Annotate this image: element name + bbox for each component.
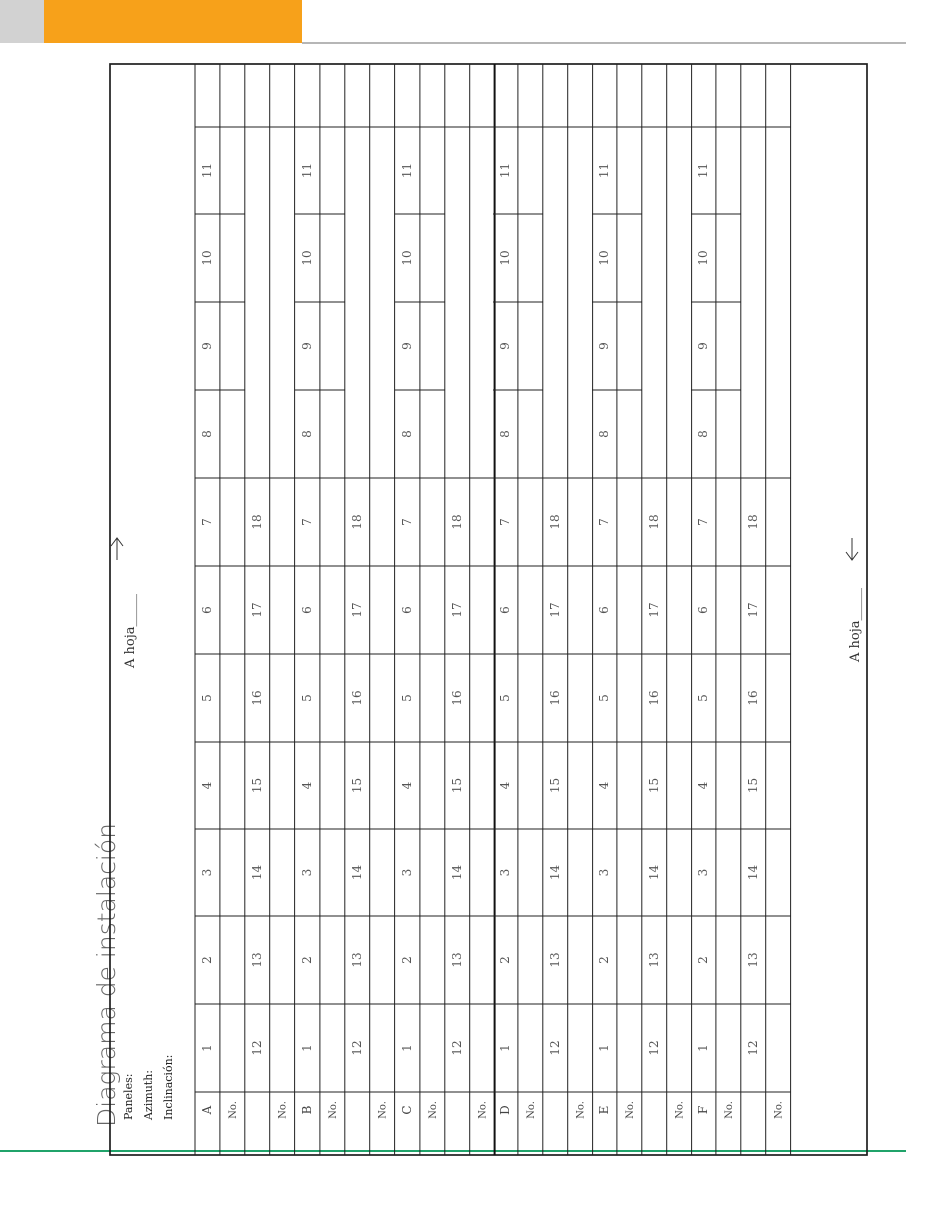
panel-number: 5 [498, 694, 512, 702]
azimuth-label: Azimuth: [142, 1070, 155, 1120]
up-arrow-icon [111, 538, 123, 560]
panel-number: 4 [498, 781, 512, 790]
panel-number: 14 [646, 864, 661, 881]
panel-number: 15 [249, 777, 264, 794]
panel-number: 12 [547, 1040, 562, 1056]
panel-number: 2 [498, 956, 512, 964]
no-label: No. [674, 1101, 686, 1119]
panel-number: 18 [349, 514, 364, 530]
panel-number: 12 [745, 1040, 760, 1056]
no-label: No. [575, 1101, 587, 1119]
panel-number: 7 [300, 518, 314, 526]
panel-number: 5 [200, 694, 214, 702]
panels-label: Paneles: [122, 1073, 135, 1120]
panel-number: 12 [349, 1040, 364, 1056]
panel-number: 2 [200, 956, 214, 964]
no-label: No. [525, 1101, 537, 1119]
panel-number: 17 [745, 602, 760, 618]
panel-number: 3 [200, 868, 214, 877]
panel-number: 3 [400, 868, 414, 877]
panel-number: 16 [349, 690, 364, 706]
panel-number: 10 [597, 250, 611, 266]
panel-number: 16 [646, 690, 661, 706]
panel-number: 1 [498, 1044, 512, 1052]
panel-number: 15 [449, 777, 464, 794]
panel-number: 7 [200, 518, 214, 526]
panel-number: 18 [449, 514, 464, 530]
panel-number: 8 [696, 430, 710, 438]
no-label: No. [327, 1101, 339, 1119]
row-label-a: A [200, 1105, 214, 1115]
panel-number: 6 [597, 606, 611, 614]
panel-number: 4 [300, 781, 314, 790]
panel-number: 2 [597, 956, 611, 964]
panel-number: 6 [498, 606, 512, 614]
panel-number: 8 [597, 430, 611, 438]
panel-number: 10 [300, 250, 314, 266]
panel-number: 17 [449, 602, 464, 618]
to-sheet-bottom-label: A hoja_____ [848, 587, 863, 662]
panel-number: 11 [498, 162, 512, 179]
panel-number: 16 [745, 690, 760, 706]
panel-number: 9 [200, 342, 214, 350]
panel-number: 1 [300, 1044, 314, 1052]
panel-number: 11 [200, 162, 214, 179]
no-label: No. [377, 1101, 389, 1119]
panel-number: 17 [547, 602, 562, 618]
panel-number: 14 [349, 864, 364, 881]
panel-number: 14 [249, 864, 264, 881]
panel-number: 13 [646, 952, 661, 968]
panel-number: 2 [400, 956, 414, 964]
panel-number: 6 [300, 606, 314, 614]
no-label: No. [723, 1101, 735, 1119]
panel-number: 14 [547, 864, 562, 881]
panel-number: 17 [349, 602, 364, 618]
panel-number: 18 [646, 514, 661, 530]
panel-number: 18 [745, 514, 760, 530]
no-label: No. [773, 1101, 785, 1119]
panel-number: 13 [449, 952, 464, 968]
down-arrow-icon [846, 538, 858, 560]
panel-number: 1 [696, 1044, 710, 1052]
panel-number: 9 [400, 342, 414, 350]
panel-number: 17 [646, 602, 661, 618]
panel-number: 11 [300, 162, 314, 179]
panel-number: 10 [200, 250, 214, 266]
panel-number: 7 [498, 518, 512, 526]
panel-number: 17 [249, 602, 264, 618]
panel-number: 3 [597, 868, 611, 877]
panel-number: 8 [200, 430, 214, 438]
panel-number: 6 [696, 606, 710, 614]
panel-number: 6 [400, 606, 414, 614]
panel-number: 1 [400, 1044, 414, 1052]
panel-number: 5 [696, 694, 710, 702]
panel-number: 18 [249, 514, 264, 530]
panel-number: 10 [696, 250, 710, 266]
panel-number: 1 [200, 1044, 214, 1052]
panel-number: 15 [646, 777, 661, 794]
panel-number: 13 [547, 952, 562, 968]
panel-number: 5 [400, 694, 414, 702]
panel-number: 2 [300, 956, 314, 964]
panel-number: 13 [745, 952, 760, 968]
panel-number: 3 [300, 868, 314, 877]
page-title: Diagrama de instalación [92, 823, 121, 1127]
panel-grid [195, 64, 791, 1155]
row-label-d: D [498, 1105, 512, 1115]
panel-number: 7 [597, 518, 611, 526]
panel-number: 10 [498, 250, 512, 266]
panel-number: 9 [597, 342, 611, 350]
panel-number: 12 [646, 1040, 661, 1056]
row-label-c: C [400, 1105, 414, 1115]
row-label-e: E [597, 1105, 611, 1115]
panel-number: 15 [349, 777, 364, 794]
panel-number: 15 [547, 777, 562, 794]
row-label-b: B [300, 1105, 314, 1115]
panel-number: 12 [449, 1040, 464, 1056]
panel-number: 3 [696, 868, 710, 877]
panel-number: 9 [696, 342, 710, 350]
panel-number: 2 [696, 956, 710, 964]
panel-number: 10 [400, 250, 414, 266]
panel-number: 8 [300, 430, 314, 438]
panel-number: 9 [300, 342, 314, 350]
panel-number: 4 [696, 781, 710, 790]
panel-number: 9 [498, 342, 512, 350]
panel-number: 3 [498, 868, 512, 877]
no-label: No. [427, 1101, 439, 1119]
panel-number: 14 [745, 864, 760, 881]
panel-number: 11 [400, 162, 414, 179]
row-label-f: F [696, 1105, 710, 1115]
no-label: No. [624, 1101, 636, 1119]
panel-number: 16 [449, 690, 464, 706]
panel-number: 4 [200, 781, 214, 790]
panel-number: 12 [249, 1040, 264, 1056]
panel-number: 1 [597, 1044, 611, 1052]
no-label: No. [227, 1101, 239, 1119]
panel-number: 4 [400, 781, 414, 790]
panel-number: 8 [400, 430, 414, 438]
inclination-label: Inclinación: [162, 1054, 175, 1120]
panel-number: 14 [449, 864, 464, 881]
panel-number: 11 [696, 162, 710, 179]
panel-number: 8 [498, 430, 512, 438]
panel-number: 11 [597, 162, 611, 179]
to-sheet-top-label: A hoja_____ [123, 593, 138, 668]
panel-number: 7 [696, 518, 710, 526]
panel-number: 7 [400, 518, 414, 526]
panel-number: 5 [300, 694, 314, 702]
no-label: No. [477, 1101, 489, 1119]
panel-number: 4 [597, 781, 611, 790]
no-label: No. [277, 1101, 289, 1119]
panel-number: 13 [249, 952, 264, 968]
panel-number: 15 [745, 777, 760, 794]
panel-number: 16 [547, 690, 562, 706]
panel-number: 16 [249, 690, 264, 706]
panel-number: 13 [349, 952, 364, 968]
panel-number: 18 [547, 514, 562, 530]
panel-number: 6 [200, 606, 214, 614]
panel-number: 5 [597, 694, 611, 702]
